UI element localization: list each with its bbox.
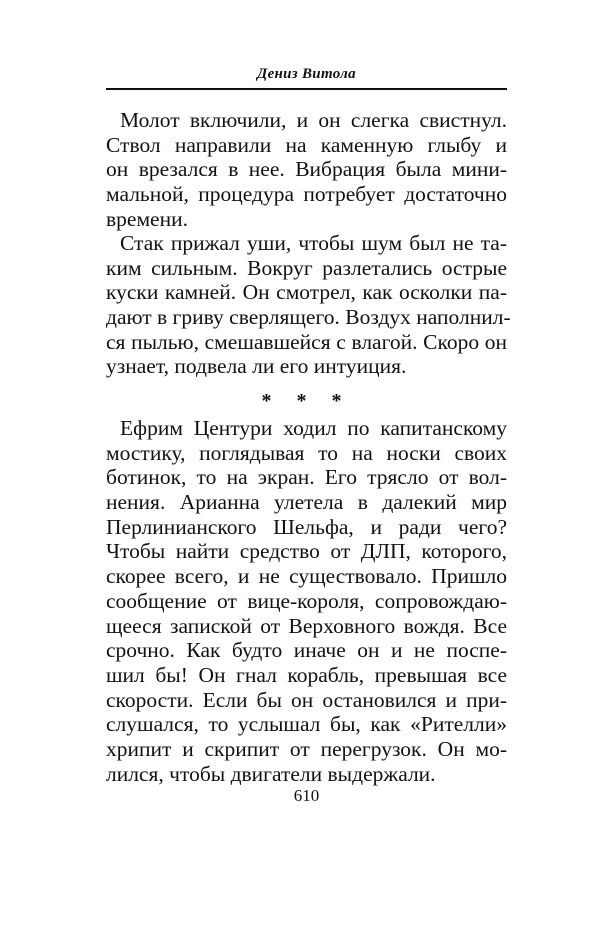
- text-line: Ствол направили на каменную глыбу и: [106, 132, 507, 157]
- text-line: нения. Арианна улетела в далекий мир: [106, 490, 507, 515]
- paragraph-3: [106, 416, 507, 786]
- text-line: скорее всего, и не существовало. Пришло: [106, 564, 507, 589]
- page-number: 610: [293, 786, 320, 805]
- text-line: Перлинианского Шельфа, и ради чего?: [106, 514, 507, 539]
- text-line: срочно. Как будто иначе он и не поспе-: [106, 638, 507, 663]
- text-line: ботинок, то на экран. Его трясло от вол-: [106, 465, 507, 490]
- text-line: он врезался в нее. Вибрация была мини-: [106, 157, 507, 182]
- text-line: Стак прижал уши, чтобы шум был не та-: [120, 231, 507, 255]
- section-separator: * * *: [261, 390, 352, 412]
- text-line: Молот включили, и он слегка свистнул.: [120, 108, 507, 132]
- text-line: мальной, процедура потребует достаточно: [106, 182, 507, 207]
- text-line: ким сильным. Вокруг разлетались острые: [106, 255, 507, 280]
- text-line: Ефрим Центури ходил по капитанскому: [120, 416, 507, 440]
- text-line: времени.: [106, 206, 188, 231]
- text-line: щееся запиской от Верховного вождя. Все: [106, 613, 507, 638]
- text-line: шил бы! Он гнал корабль, превышая все: [106, 662, 507, 687]
- text-line: сообщение от вице-короля, сопровождаю-: [106, 588, 507, 613]
- paragraph-2: [106, 231, 511, 379]
- paragraph-1: [106, 108, 507, 231]
- text-line: ся пылью, смешавшейся с влагой. Скоро он: [106, 329, 507, 354]
- text-line: хрипит и скрипит от перегрузок. Он мо-: [106, 736, 507, 761]
- text-line: слушался, то услышал бы, как «Рителли»: [106, 712, 507, 737]
- header-rule: [106, 88, 507, 90]
- text-line: Чтобы найти средство от ДЛП, которого,: [106, 539, 507, 564]
- text-line: мостику, поглядывая то на носки своих: [106, 440, 507, 465]
- text-line: куски камней. Он смотрел, как осколки па-: [106, 280, 507, 305]
- text-line: дают в гриву сверлящего. Воздух наполнил-: [106, 305, 511, 330]
- text-line: узнает, подвела ли его интуиция.: [106, 354, 407, 379]
- text-line: лился, чтобы двигатели выдержали.: [106, 761, 436, 786]
- text-line: скорости. Если бы он остановился и при-: [106, 687, 507, 712]
- running-head: Дениз Витола: [257, 66, 356, 82]
